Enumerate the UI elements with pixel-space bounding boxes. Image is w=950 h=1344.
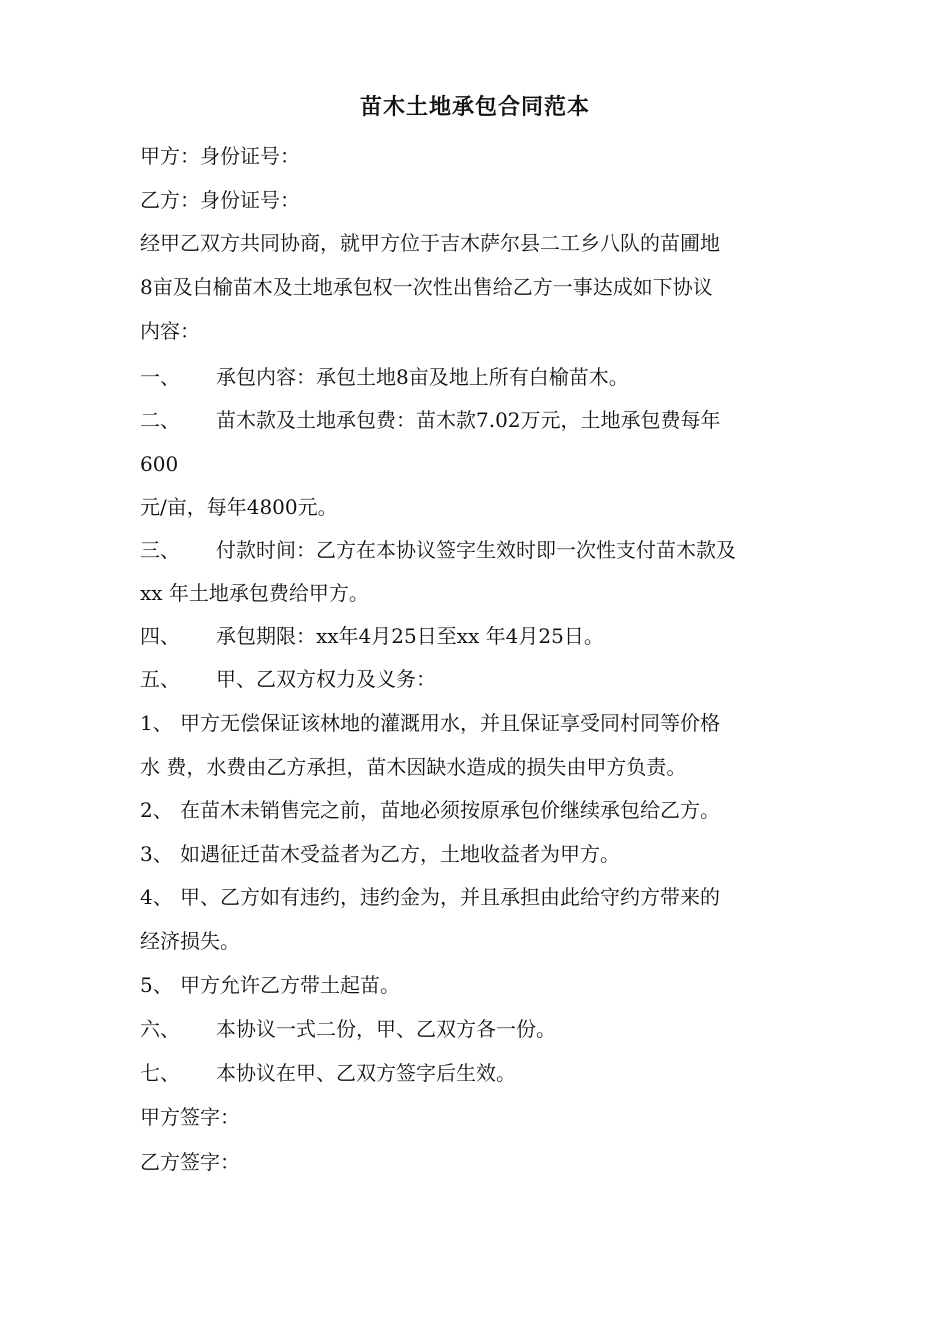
sub-item-5	[140, 971, 400, 999]
signature-party-b: 乙方签字：	[140, 1150, 240, 1174]
party-a-line: 甲方：身份证号：	[140, 144, 300, 168]
clause-4	[140, 622, 604, 650]
intro-line-2: 8亩及白榆苗木及土地承包权一次性出售给乙方一事达成如下协议	[140, 275, 713, 299]
clause-1	[140, 363, 629, 391]
sub-item-text: 在苗木未销售完之前，苗地必须按原承包价继续承包给乙方。	[180, 798, 720, 822]
clause-text: 承包内容：承包土地8亩及地上所有白榆苗木。	[216, 365, 629, 389]
document-title: 苗木土地承包合同范本	[359, 95, 590, 120]
sub-item-4-continuation: 经济损失。	[140, 929, 240, 953]
sub-item-number: 1、	[140, 711, 173, 735]
clause-text: 本协议一式二份，甲、乙双方各一份。	[216, 1017, 556, 1041]
clause-text: 本协议在甲、乙双方签字后生效。	[216, 1061, 516, 1085]
clause-text: 付款时间：乙方在本协议签字生效时即一次性支付苗木款及	[216, 538, 736, 562]
clause-number: 四、	[140, 624, 180, 648]
clause-7	[140, 1059, 516, 1087]
signature-party-a: 甲方签字：	[140, 1105, 240, 1129]
sub-item-text: 甲方允许乙方带土起苗。	[180, 973, 400, 997]
sub-item-4	[140, 883, 720, 911]
clause-number: 五、	[140, 667, 180, 691]
clause-text: 甲、乙双方权力及义务：	[216, 667, 436, 691]
clause-5	[140, 665, 436, 693]
party-b-line: 乙方：身份证号：	[140, 188, 300, 212]
clause-6	[140, 1015, 556, 1043]
sub-item-2	[140, 796, 720, 824]
sub-item-number: 2、	[140, 798, 173, 822]
intro-line-3: 内容：	[140, 319, 200, 343]
clause-3	[140, 536, 736, 564]
sub-item-1	[140, 709, 720, 737]
clause-number: 二、	[140, 408, 180, 432]
clause-number: 三、	[140, 538, 180, 562]
clause-text: 苗木款及土地承包费：苗木款7.02万元，土地承包费每年	[216, 408, 721, 432]
clause-number: 六、	[140, 1017, 180, 1041]
sub-item-text: 如遇征迁苗木受益者为乙方，土地收益者为甲方。	[180, 842, 620, 866]
clause-number: 一、	[140, 365, 180, 389]
clause-2-continuation-1: 600	[140, 452, 179, 476]
sub-item-1-continuation: 水 费，水费由乙方承担，苗木因缺水造成的损失由甲方负责。	[140, 755, 687, 779]
clause-2	[140, 406, 721, 434]
sub-item-number: 3、	[140, 842, 173, 866]
sub-item-3	[140, 840, 620, 868]
clause-text: 承包期限：xx年4月25日至xx 年4月25日。	[216, 624, 604, 648]
sub-item-number: 5、	[140, 973, 173, 997]
sub-item-number: 4、	[140, 885, 173, 909]
intro-line-1: 经甲乙双方共同协商，就甲方位于吉木萨尔县二工乡八队的苗圃地	[140, 231, 720, 255]
sub-item-text: 甲方无偿保证该林地的灌溉用水，并且保证享受同村同等价格	[180, 711, 720, 735]
clause-number: 七、	[140, 1061, 180, 1085]
clause-2-continuation-2: 元/亩，每年4800元。	[140, 495, 338, 519]
sub-item-text: 甲、乙方如有违约，违约金为，并且承担由此给守约方带来的	[180, 885, 720, 909]
clause-3-continuation: xx 年土地承包费给甲方。	[140, 581, 369, 605]
